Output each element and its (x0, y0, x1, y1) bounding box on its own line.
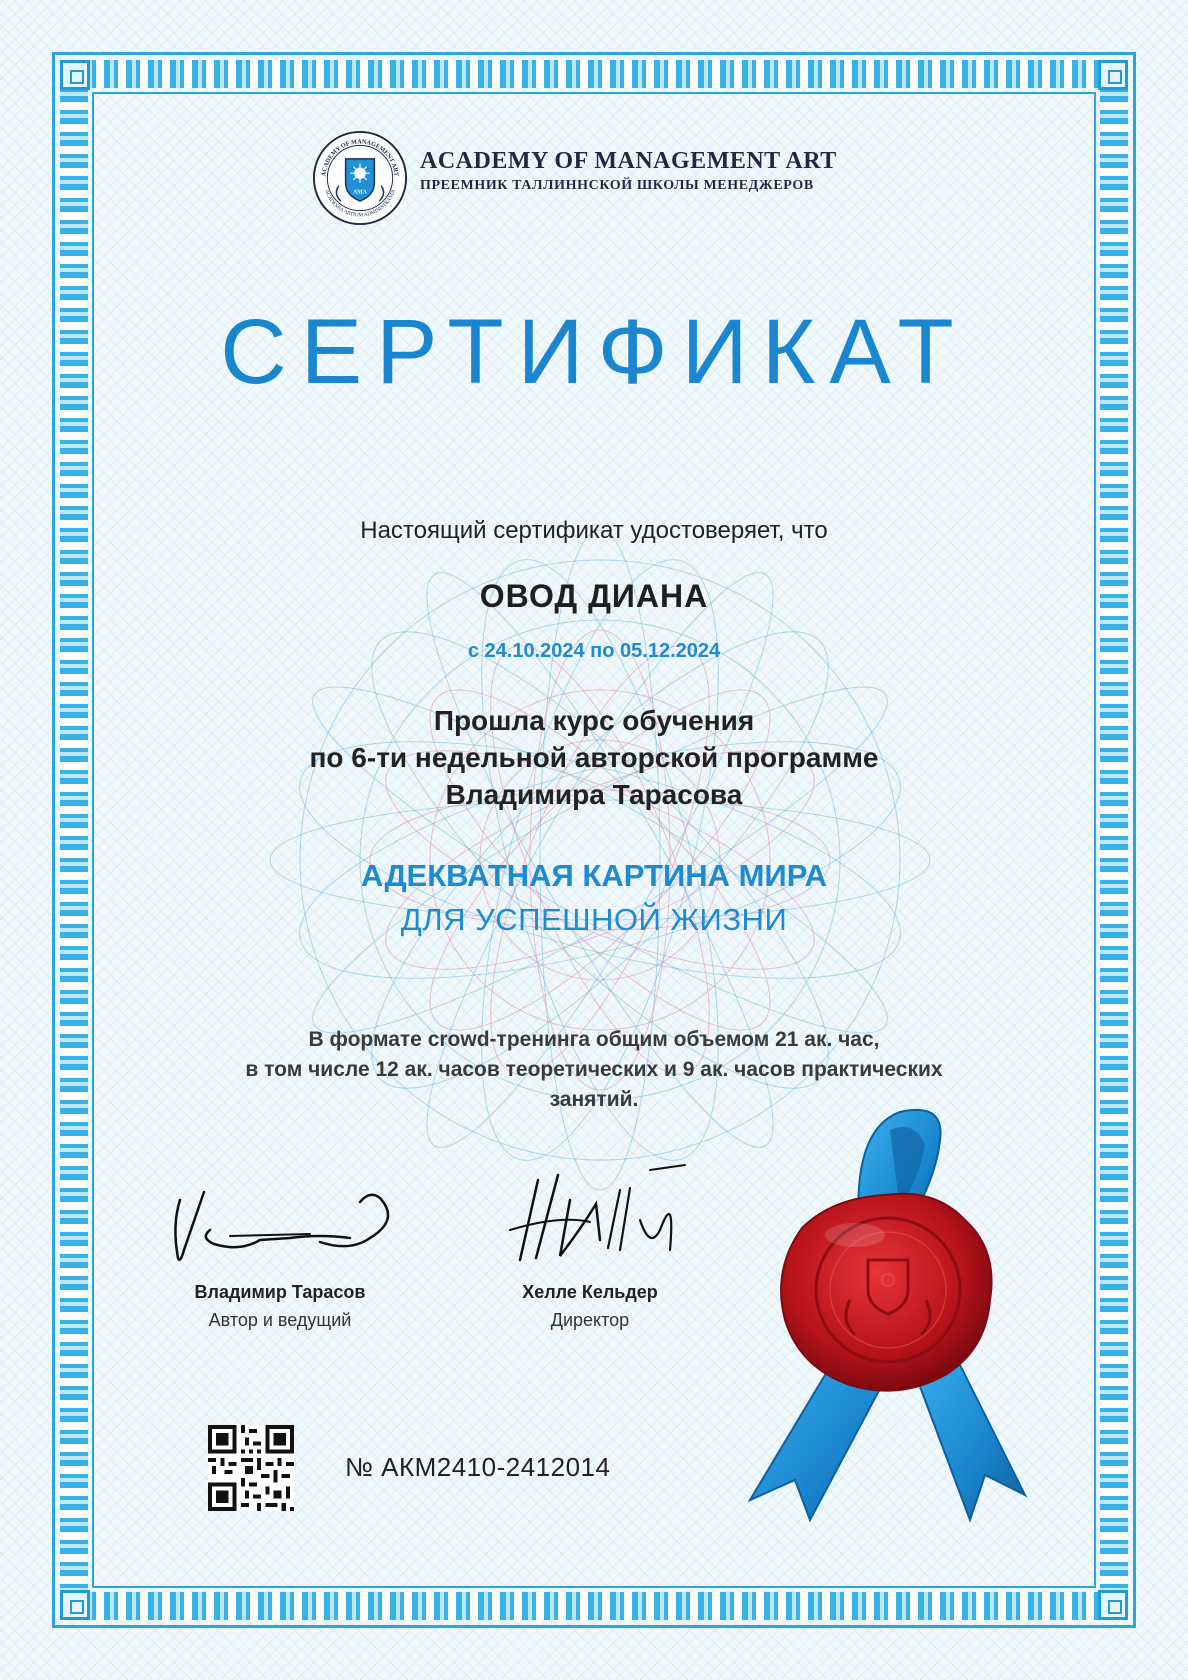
logo-ring-top-text: ACADEMY OF MANAGEMENT ART (320, 138, 400, 177)
corner-ornament-bottom-right (1098, 1590, 1128, 1620)
course-line-1: Прошла курс обучения (433, 705, 755, 736)
qr-code[interactable] (208, 1425, 294, 1511)
certifies-text: Настоящий сертификат удостоверяет, что (360, 517, 828, 544)
signatory-2-role: Директор (550, 1310, 630, 1330)
corner-ornament-top-left (60, 60, 90, 90)
wax-seal-with-ribbon (740, 1100, 1030, 1530)
signature-tarasov (170, 1180, 410, 1270)
recipient-name: ОВОД ДИАНА (479, 578, 709, 614)
course-line-3: Владимира Тарасова (445, 779, 743, 810)
logo-ring-bottom-text: ACADEMIA ARTIUM ADMINISTRANDI (323, 189, 397, 219)
academy-name: ACADEMY OF MANAGEMENT ART (420, 148, 837, 174)
corner-ornament-bottom-left (60, 1590, 90, 1620)
signatory-1-role: Автор и ведущий (208, 1310, 352, 1330)
program-title: АДЕКВАТНАЯ КАРТИНА МИРА (360, 858, 828, 893)
signature-kelder (500, 1160, 700, 1270)
certificate-title: СЕРТИФИКАТ (220, 301, 968, 403)
course-description (0, 702, 1188, 813)
course-dates: с 24.10.2024 по 05.12.2024 (467, 640, 721, 662)
program-subtitle: ДЛЯ УСПЕШНОЙ ЖИЗНИ (400, 902, 788, 937)
format-line-2: в том числе 12 ак. часов теоретических и 9 ак. часов практических (245, 1058, 943, 1081)
academy-logo (312, 130, 408, 226)
logo-abbr: AMA (353, 189, 367, 196)
certificate-number: № АКМ2410-2412014 (345, 1452, 611, 1482)
format-line-3: занятий. (549, 1088, 639, 1111)
course-line-2: по 6-ти недельной авторской программе (309, 742, 879, 773)
signatory-2-name: Хелле Кельдер (522, 1282, 658, 1302)
corner-ornament-top-right (1098, 60, 1128, 90)
signatory-1-name: Владимир Тарасов (194, 1282, 366, 1302)
format-line-1: В формате crowd-тренинга общим объемом 21 ак. час, (308, 1028, 880, 1051)
academy-subtitle: ПРЕЕМНИК ТАЛЛИННСКОЙ ШКОЛЫ МЕНЕДЖЕРОВ (420, 178, 814, 193)
